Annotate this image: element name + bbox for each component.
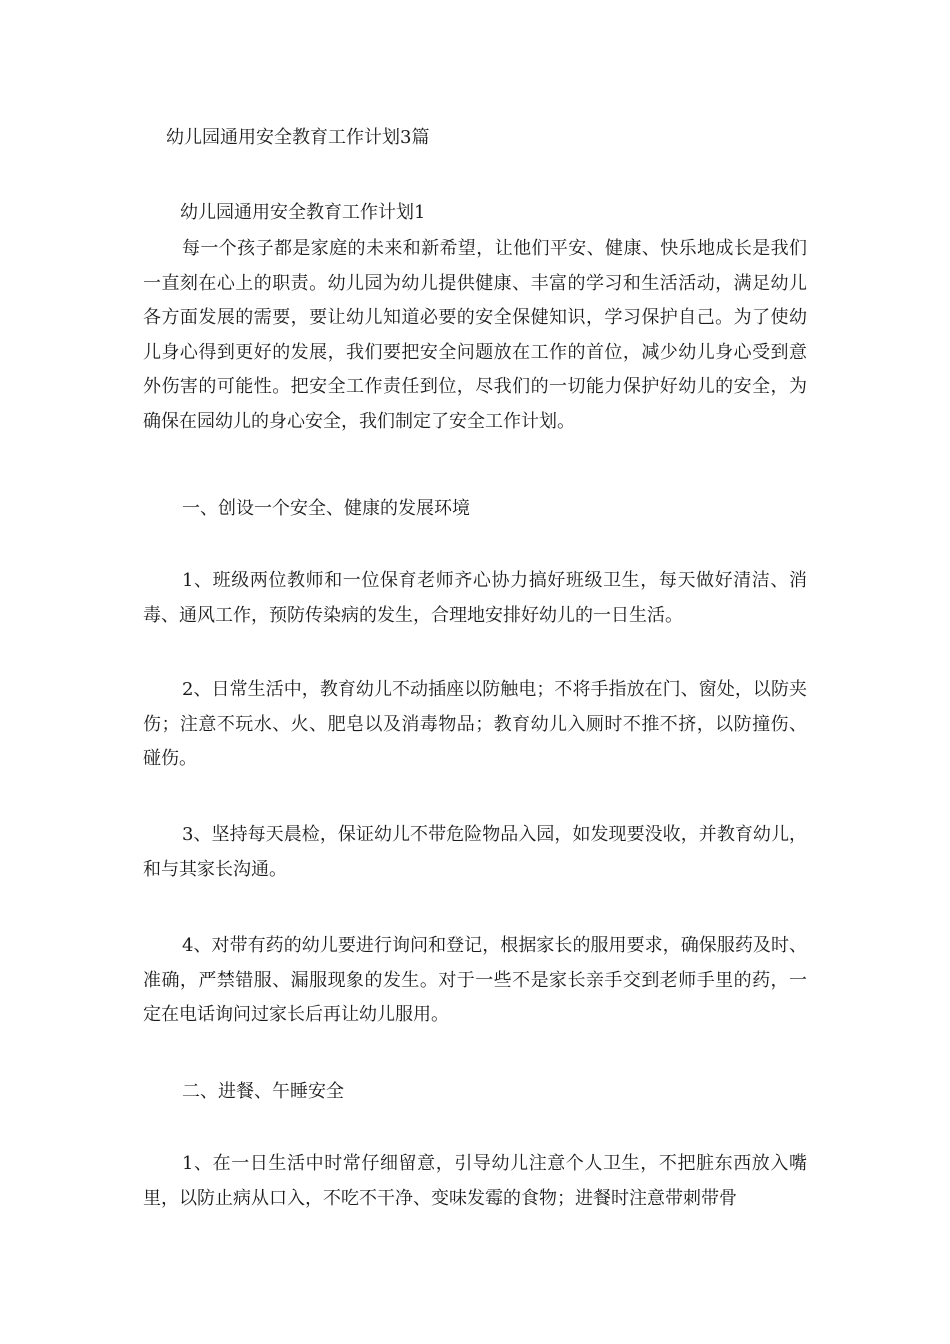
part2-item-1: 1、在一日生活中时常仔细留意，引导幼儿注意个人卫生，不把脏东西放入嘴里，以防止病从口入，不吃不干净、变味发霉的食物；进餐时注意带刺带骨	[143, 1153, 807, 1209]
part1-item-4: 4、对带有药的幼儿要进行询问和登记，根据家长的服用要求，确保服药及时、准确，严禁错服、漏服现象的发生。对于一些不是家长亲手交到老师手里的药，一定在电话询问过家长后再让幼儿服用。	[143, 935, 807, 1025]
part1-heading: 一、创设一个安全、健康的发展环境	[182, 498, 470, 519]
part1-item-2: 2、日常生活中，教育幼儿不动插座以防触电；不将手指放在门、窗处，以防夹伤；注意不玩水、火、肥皂以及消毒物品；教育幼儿入厕时不推不挤，以防撞伤、碰伤。	[143, 679, 807, 769]
document-title: 幼儿园通用安全教育工作计划3篇	[166, 127, 430, 148]
intro-paragraph: 每一个孩子都是家庭的未来和新希望，让他们平安、健康、快乐地成长是我们一直刻在心上的职责。幼儿园为幼儿提供健康、丰富的学习和生活活动，满足幼儿各方面发展的需要，要让幼儿知道必要的安全保健知识，学习保护自己。为了使幼儿身心得到更好的发展，我们要把安全问题放在工作的首位，减少幼儿身心受到意外伤害的可能性。把安全工作责任到位，尽我们的一切能力保护好幼儿的安全，为确保在园幼儿的身心安全，我们制定了安全工作计划。	[143, 238, 807, 432]
part1-item-3: 3、坚持每天晨检，保证幼儿不带危险物品入园，如发现要没收，并教育幼儿，和与其家长沟通。	[143, 824, 807, 880]
part2-heading: 二、进餐、午睡安全	[182, 1081, 344, 1102]
section-title: 幼儿园通用安全教育工作计划1	[180, 202, 426, 223]
part1-item-1: 1、班级两位教师和一位保育老师齐心协力搞好班级卫生，每天做好清洁、消毒、通风工作，预防传染病的发生，合理地安排好幼儿的一日生活。	[143, 570, 807, 626]
